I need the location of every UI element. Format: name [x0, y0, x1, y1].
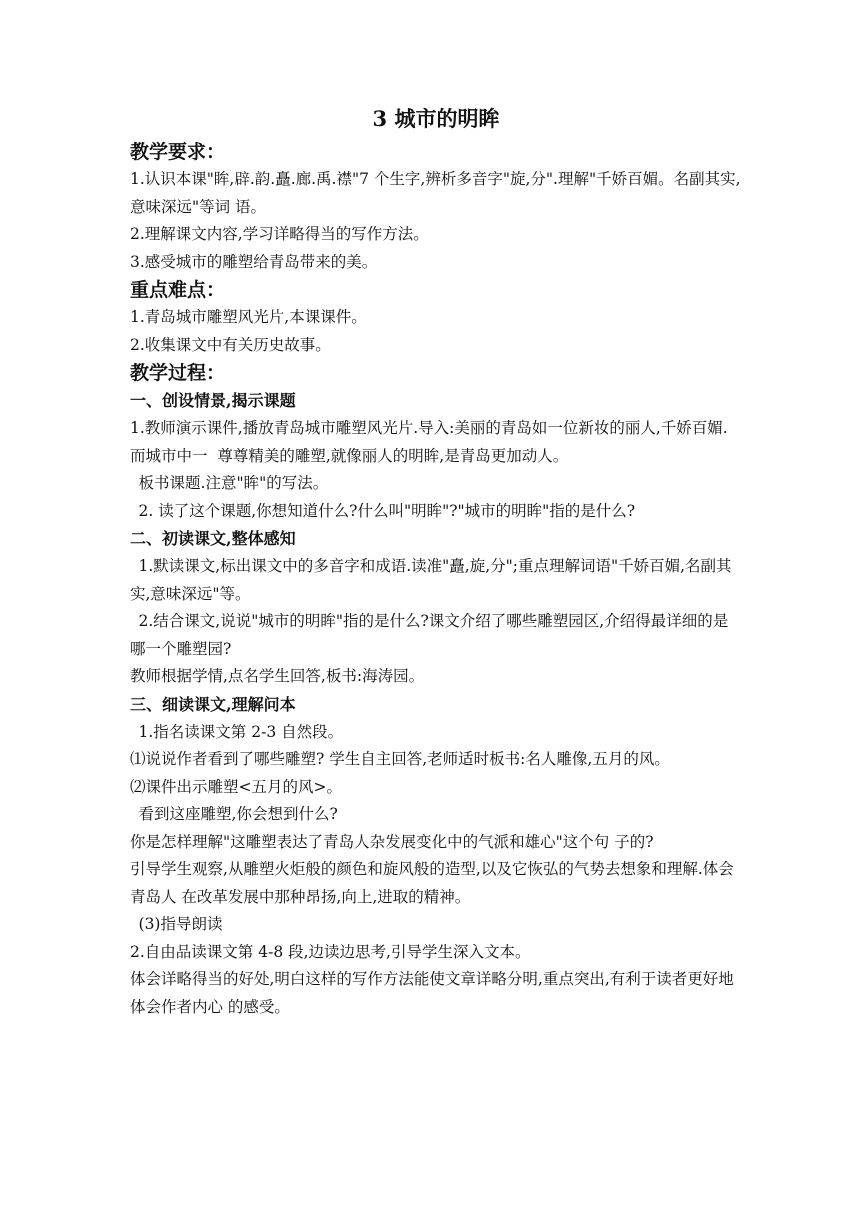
part3-paragraph-8: 2.自由品读课文第 4-8 段,边读边思考,引导学生深入文本。 — [130, 942, 531, 961]
part2-paragraph-1: 1.默读课文,标出课文中的多音字和成语.读准"矗,旋,分";重点理解词语"千娇百媚,名副其实,意味深远"等。 — [130, 557, 732, 603]
requirement-item-1: 1.认识本课"眸,辟.韵.矗.廊.禹.襟"7 个生字,辨析多音字"旋,分".理解"千娇百媚。名副其实,意味深远"等词 语。 — [130, 170, 741, 216]
part1-paragraph-3: 2. 读了这个课题,你想知道什么?什么叫"明眸"?"城市的明眸"指的是什么? — [138, 501, 636, 520]
part1-paragraph-2: 板书课题.注意"眸"的写法。 — [138, 474, 329, 492]
key-point-item-2: 2.收集课文中有关历史故事。 — [130, 335, 331, 354]
part3-paragraph-3: ⑵课件出示雕塑<五月的风>。 — [130, 777, 342, 796]
part3-paragraph-9: 体会详略得当的好处,明白这样的写作方法能使文章详略分明,重点突出,有利于读者更好地体会作者内心 的感受。 — [130, 970, 734, 1016]
part3-paragraph-2: ⑴说说作者看到了哪些雕塑? 学生自主回答,老师适时板书:名人雕像,五月的风。 — [130, 750, 670, 768]
part1-heading: 一、创设情景,揭示课题 — [130, 391, 296, 410]
part3-paragraph-7: (3)指导朗读 — [138, 915, 223, 933]
part2-heading: 二、初读课文,整体感知 — [130, 529, 296, 548]
document-title: 3 城市的明眸 — [372, 106, 500, 131]
key-points-heading: 重点难点： — [130, 279, 226, 301]
requirement-item-3: 3.感受城市的雕塑给青岛带来的美。 — [130, 252, 378, 271]
part3-heading: 三、细读课文,理解问本 — [130, 694, 296, 714]
part3-paragraph-4: 看到这座雕塑,你会想到什么? — [138, 805, 338, 823]
part2-paragraph-2: 2.结合课文,说说"城市的明眸"指的是什么?课文介绍了哪些雕塑园区,介绍得最详细的是哪一个雕塑园? — [130, 612, 729, 658]
document-page — [130, 104, 742, 1021]
part3-paragraph-6: 引导学生观察,从雕塑火炬般的颜色和旋风般的造型,以及它恢弘的气势去想象和理解.体会青岛人 在改革发展中那种昂扬,向上,进取的精神。 — [130, 860, 734, 906]
part3-paragraph-5: 你是怎样理解"这雕塑表达了青岛人杂发展变化中的气派和雄心"这个句 子的? — [130, 832, 654, 851]
requirement-item-2: 2.理解课文内容,学习详略得当的写作方法。 — [130, 225, 429, 243]
part1-paragraph-1: 1.教师演示课件,播放青岛城市雕塑风光片.导入:美丽的青岛如一位新妆的丽人,千娇百媚.而城市中一 尊尊精美的雕塑,就像丽人的明眸,是青岛更加动人。 — [130, 419, 728, 465]
part3-paragraph-1: 1.指名读课文第 2-3 自然段。 — [138, 722, 344, 741]
part2-paragraph-3: 教师根据学情,点名学生回答,板书:海涛园。 — [130, 667, 425, 685]
process-heading: 教学过程： — [130, 362, 226, 384]
key-point-item-1: 1.青岛城市雕塑风光片,本课课件。 — [130, 308, 367, 326]
requirements-heading: 教学要求： — [130, 141, 226, 163]
